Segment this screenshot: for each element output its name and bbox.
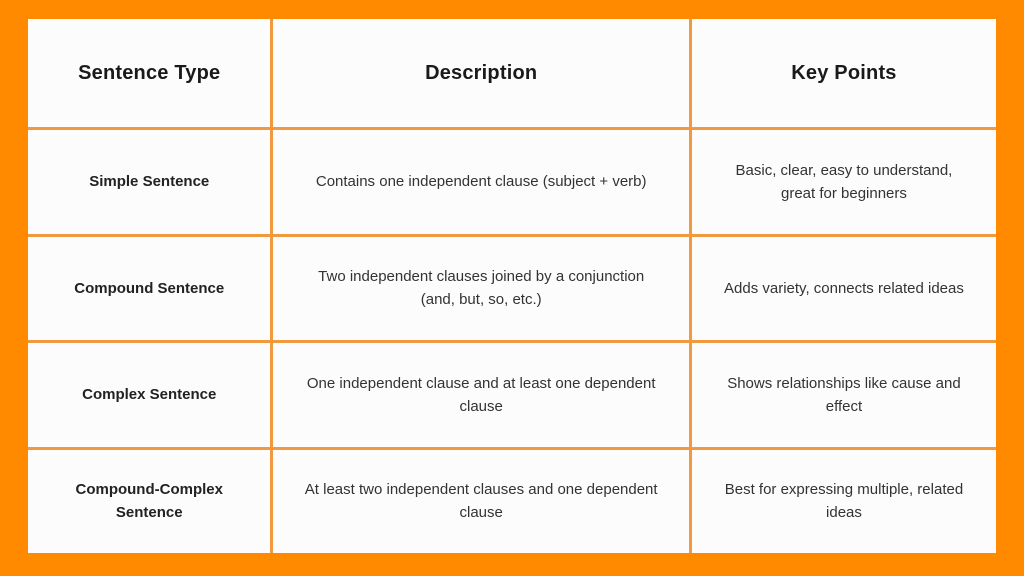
column-header-description: Description <box>273 19 688 127</box>
cell-key-points: Basic, clear, easy to understand, great for beginners <box>692 130 996 234</box>
column-header-key-points: Key Points <box>692 19 996 127</box>
cell-description: Two independent clauses joined by a conjunction (and, but, so, etc.) <box>273 237 688 341</box>
cell-sentence-type: Simple Sentence <box>28 130 270 234</box>
sentence-types-table <box>28 19 996 553</box>
cell-key-points: Best for expressing multiple, related ideas <box>692 450 996 554</box>
cell-sentence-type: Compound-Complex Sentence <box>28 450 270 554</box>
cell-description: One independent clause and at least one dependent clause <box>273 343 688 447</box>
cell-description: At least two independent clauses and one dependent clause <box>273 450 688 554</box>
cell-description: Contains one independent clause (subject + verb) <box>273 130 688 234</box>
cell-sentence-type: Compound Sentence <box>28 237 270 341</box>
cell-sentence-type: Complex Sentence <box>28 343 270 447</box>
cell-key-points: Shows relationships like cause and effect <box>692 343 996 447</box>
column-header-sentence-type: Sentence Type <box>28 19 270 127</box>
cell-key-points: Adds variety, connects related ideas <box>692 237 996 341</box>
